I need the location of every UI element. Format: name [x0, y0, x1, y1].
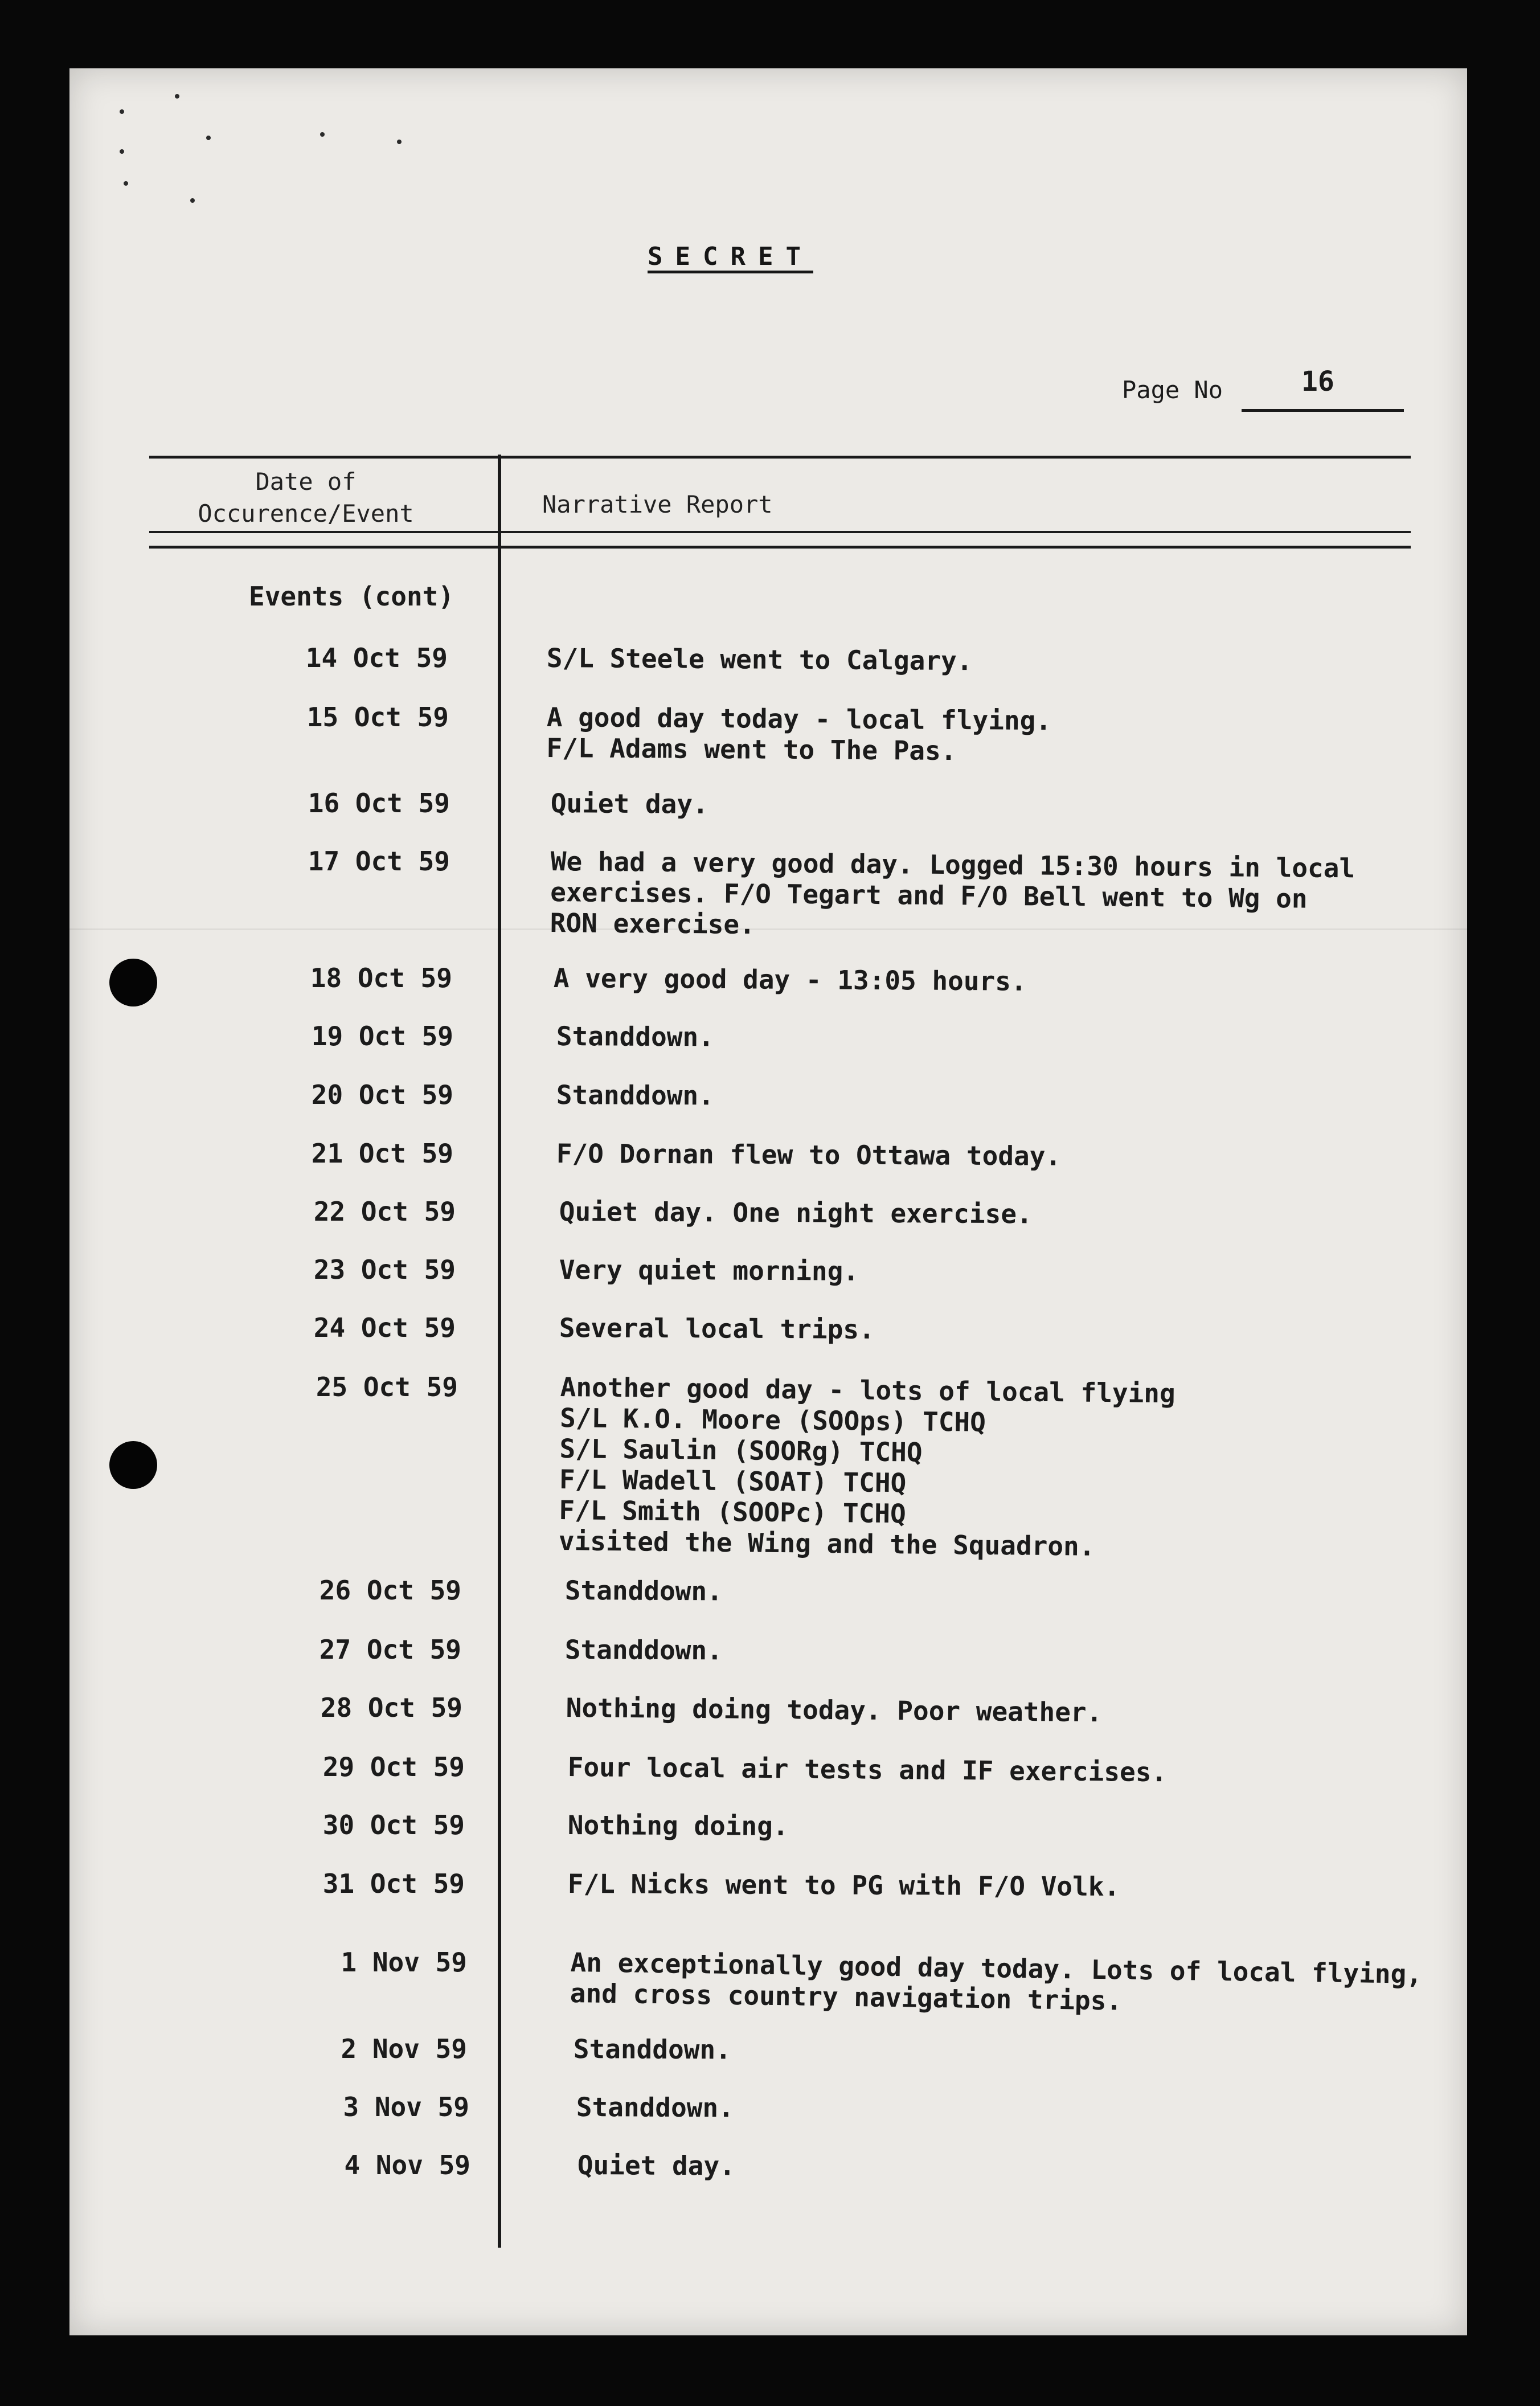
entry-date: 3 Nov 59 — [343, 2092, 469, 2122]
entry-date: 26 Oct 59 — [319, 1575, 461, 1606]
entry-date: 4 Nov 59 — [344, 2150, 470, 2180]
entry-narrative: Four local air tests and IF exercises. — [567, 1752, 1168, 1788]
entry-narrative: Quiet day. One night exercise. — [559, 1196, 1033, 1230]
entry-date: 27 Oct 59 — [319, 1634, 461, 1665]
column-divider — [498, 455, 501, 2248]
entry-narrative: A very good day - 13:05 hours. — [553, 963, 1027, 997]
paper-speck — [397, 140, 402, 144]
entry-date: 23 Oct 59 — [313, 1254, 456, 1285]
entry-date: 31 Oct 59 — [322, 1868, 465, 1899]
punch-hole — [109, 1441, 157, 1489]
entry-narrative: Standdown. — [556, 1021, 714, 1053]
page-number-underline — [1242, 409, 1404, 412]
entry-date: 25 Oct 59 — [316, 1372, 458, 1402]
entry-narrative: An exceptionally good day today. Lots of local flying, and cross country navigation trips. — [570, 1947, 1423, 2016]
narrative-column-header: Narrative Report — [542, 490, 773, 518]
entry-narrative: S/L Steele went to Calgary. — [546, 643, 973, 677]
entry-date: 19 Oct 59 — [311, 1021, 453, 1051]
paper-speck — [175, 94, 179, 99]
entry-narrative: Very quiet morning. — [559, 1254, 859, 1287]
entry-date: 22 Oct 59 — [313, 1196, 456, 1227]
classification-heading: SECRET — [648, 242, 813, 271]
paper-speck — [206, 136, 211, 140]
entry-narrative: Several local trips. — [559, 1312, 875, 1345]
entry-date: 17 Oct 59 — [308, 846, 450, 877]
page-number-label: Page No — [1122, 376, 1223, 404]
entry-narrative: Standdown. — [573, 2033, 731, 2065]
paper-speck — [120, 109, 124, 114]
entry-date: 28 Oct 59 — [320, 1692, 462, 1723]
paper-speck — [120, 149, 124, 154]
entry-date: 30 Oct 59 — [322, 1810, 465, 1840]
entry-narrative: F/O Dornan flew to Ottawa today. — [556, 1138, 1062, 1172]
entry-narrative: Standdown. — [564, 1634, 723, 1666]
date-column-header: Date of Occurence/Event — [198, 468, 414, 527]
entry-date: 1 Nov 59 — [341, 1947, 467, 1978]
entry-narrative: We had a very good day. Logged 15:30 hours in local exercises. F/O Tegart and F/O Bell went to Wg on RON exercise. — [550, 846, 1355, 940]
header-top-rule — [149, 456, 1411, 459]
document-page — [69, 68, 1467, 2335]
entry-narrative: Standdown. — [556, 1079, 714, 1111]
header-mid-rule — [149, 531, 1411, 533]
entry-narrative: Standdown. — [576, 2092, 734, 2123]
paper-speck — [190, 198, 195, 203]
entry-date: 21 Oct 59 — [311, 1138, 453, 1169]
header-double-rule — [149, 546, 1411, 549]
page-number-value: 16 — [1301, 366, 1334, 398]
entry-date: 29 Oct 59 — [322, 1752, 465, 1782]
page-number-field — [1122, 366, 1334, 404]
paper-speck — [124, 181, 128, 186]
entry-narrative: Quiet day. — [577, 2150, 735, 2182]
entry-narrative: Nothing doing today. Poor weather. — [566, 1692, 1103, 1728]
punch-hole — [109, 959, 157, 1006]
entry-narrative: F/L Nicks went to PG with F/O Volk. — [567, 1868, 1120, 1902]
section-title: Events (cont) — [249, 581, 454, 612]
entry-date: 20 Oct 59 — [311, 1079, 453, 1110]
entry-narrative: A good day today - local flying. F/L Adams went to The Pas. — [546, 702, 1052, 767]
entry-narrative: Standdown. — [564, 1575, 723, 1607]
paper-speck — [320, 132, 325, 137]
entry-date: 2 Nov 59 — [341, 2033, 467, 2064]
entry-narrative: Nothing doing. — [567, 1810, 789, 1842]
entry-date: 15 Oct 59 — [306, 702, 449, 733]
entry-date: 16 Oct 59 — [308, 788, 450, 819]
entry-date: 18 Oct 59 — [310, 963, 452, 993]
entry-narrative: Quiet day. — [550, 788, 708, 820]
entry-date: 24 Oct 59 — [313, 1312, 456, 1343]
entry-date: 14 Oct 59 — [305, 643, 448, 673]
entry-narrative: Another good day - lots of local flying S/L K.O. Moore (SOOps) TCHQ S/L Saulin (SOORg) TCHQ F/L Wadell (SOAT) TCHQ F/L Smith (SOOPc) TCHQ visited the Wing and the Squadron. — [558, 1372, 1176, 1562]
